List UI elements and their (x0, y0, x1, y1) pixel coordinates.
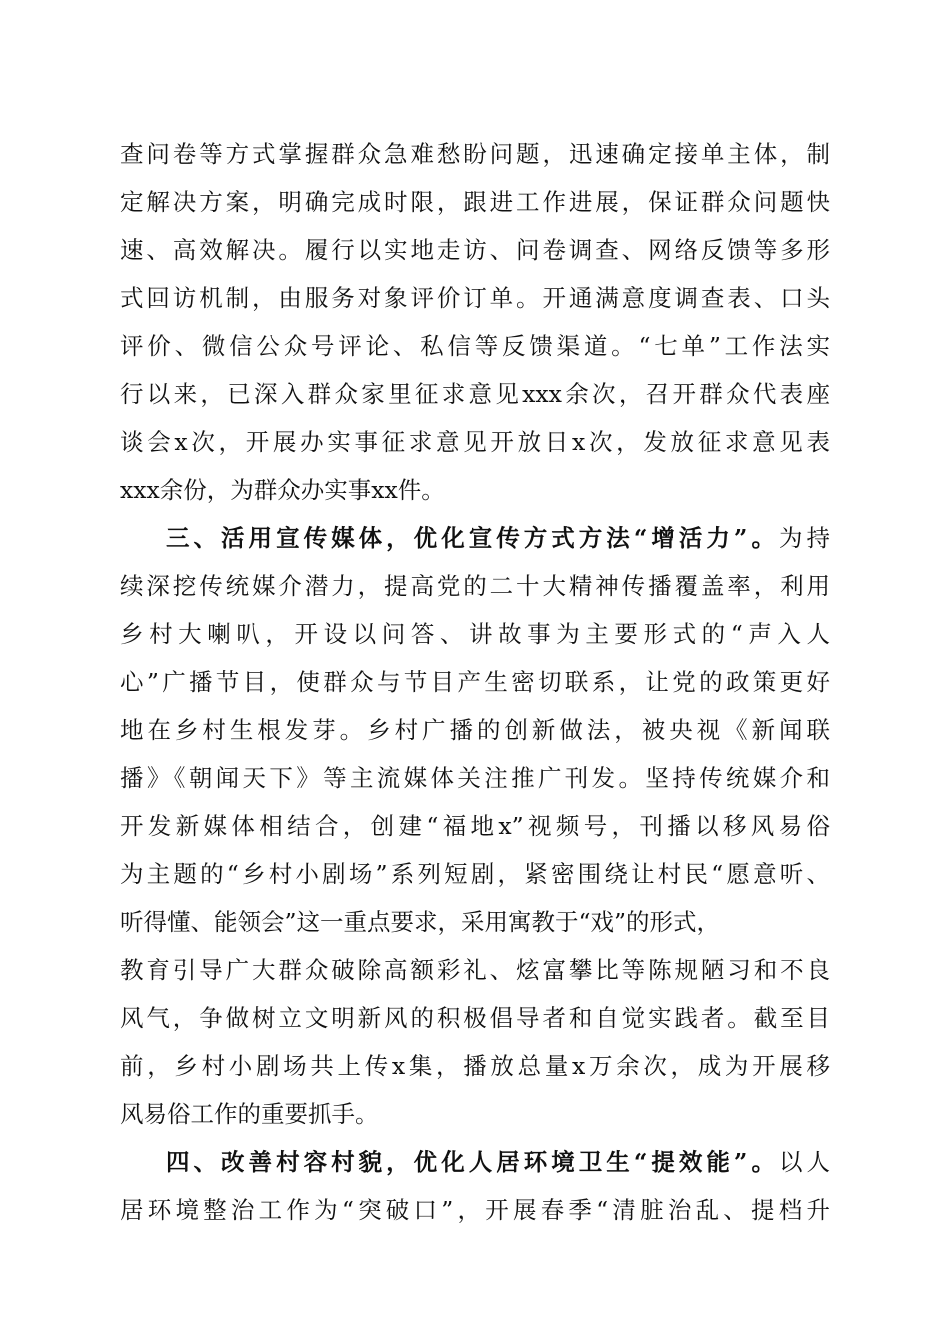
paragraph-line: 速、高效解决。履行以实地走访、问卷调查、网络反馈等多形 (120, 236, 830, 264)
paragraph-line: 前，乡村小剧场共上传x集，播放总量x万余次，成为开展移 (120, 1052, 830, 1080)
paragraph-line: 开发新媒体相结合，创建“福地x”视频号，刊播以移风易俗 (120, 812, 830, 840)
paragraph-line: 定解决方案，明确完成时限，跟进工作进展，保证群众问题快 (120, 188, 830, 216)
paragraph-line: 乡村大喇叭，开设以问答、讲故事为主要形式的“声入人 (120, 620, 830, 648)
paragraph-line: 为主题的“乡村小剧场”系列短剧，紧密围绕让村民“愿意听、 (120, 860, 830, 888)
paragraph-line: 听得懂、能领会”这一重点要求，采用寓教于“戏”的形式， (120, 908, 721, 936)
paragraph-text: 以 (778, 1148, 807, 1176)
paragraph-line: 地在乡村生根发芽。乡村广播的创新做法，被央视《新闻联 (120, 716, 830, 744)
paragraph-line: 播》《朝闻天下》等主流媒体关注推广刊发。坚持传统媒介和 (120, 764, 830, 792)
paragraph-line: xxx余份，为群众办实事xx件。 (120, 476, 445, 504)
section-heading: 三、活用宣传媒体，优化宣传方式方法“增活力”。 (166, 524, 779, 552)
paragraph-line: 心”广播节目，使群众与节目产生密切联系，让党的政策更好 (120, 668, 830, 696)
paragraph-line: 式回访机制，由服务对象评价订单。开通满意度调查表、口头 (120, 284, 830, 312)
paragraph-line: 谈会x次，开展办实事征求意见开放日x次，发放征求意见表 (120, 428, 830, 456)
section-heading-line (166, 1138, 830, 1186)
section-heading-line (166, 514, 830, 562)
paragraph-line: 评价、微信公众号评论、私信等反馈渠道。“七单”工作法实 (120, 332, 830, 360)
paragraph-line: 风易俗工作的重要抓手。 (120, 1100, 379, 1128)
paragraph-line: 行以来，已深入群众家里征求意见xxx余次，召开群众代表座 (120, 380, 830, 408)
paragraph-line: 教育引导广大群众破除高额彩礼、炫富攀比等陈规陋习和不良 (120, 956, 830, 984)
paragraph-line: 查问卷等方式掌握群众急难愁盼问题，迅速确定接单主体，制 (120, 140, 830, 168)
paragraph-text: 人 (806, 1148, 830, 1176)
paragraph-line: 居环境整治工作为“突破口”，开展春季“清脏治乱、提档升 (120, 1196, 830, 1224)
paragraph-text: 为 (778, 524, 807, 552)
paragraph-line: 风气，争做树立文明新风的积极倡导者和自觉实践者。截至目 (120, 1004, 830, 1032)
section-heading: 四、改善村容村貌，优化人居环境卫生“提效能”。 (166, 1148, 779, 1176)
paragraph-text: 持 (806, 524, 830, 552)
paragraph-line: 续深挖传统媒介潜力，提高党的二十大精神传播覆盖率，利用 (120, 572, 830, 600)
